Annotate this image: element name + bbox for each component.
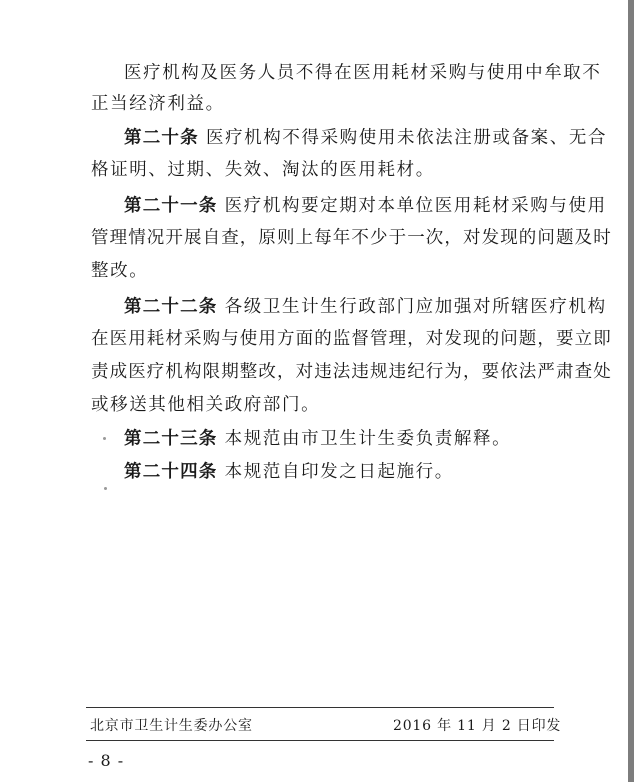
- article-23-text: 本规范由市卫生计生委负责解释。: [224, 429, 512, 449]
- article-20-label: 第二十条: [124, 128, 199, 148]
- article-20: [124, 128, 607, 148]
- article-21-text: 医疗机构要定期对本单位医用耗材采购与使用: [224, 196, 607, 216]
- footer-bottom-rule: [86, 740, 554, 741]
- paragraph-line: 整改。: [91, 261, 149, 281]
- article-24: [124, 462, 454, 482]
- scan-speck: [104, 487, 107, 490]
- paragraph-line: 格证明、过期、失效、淘汰的医用耗材。: [91, 160, 435, 180]
- article-23-label: 第二十三条: [124, 429, 218, 449]
- paragraph-line: 或移送其他相关政府部门。: [91, 395, 321, 415]
- article-23: [124, 429, 511, 449]
- article-22-text: 各级卫生计生行政部门应加强对所辖医疗机构: [224, 297, 607, 317]
- article-20-text: 医疗机构不得采购使用未依法注册或备案、无合: [205, 128, 608, 148]
- paragraph-line: 责成医疗机构限期整改，对违法违规违纪行为，要依法严肃查处: [91, 362, 612, 382]
- footer-issuer: 北京市卫生计生委办公室: [90, 718, 253, 734]
- page-number: - 8 -: [88, 751, 125, 770]
- footer-top-rule: [86, 707, 554, 708]
- paragraph-line: 在医用耗材采购与使用方面的监督管理，对发现的问题，要立即: [91, 329, 612, 349]
- scan-speck: [103, 437, 106, 440]
- paragraph-line: 管理情况开展自查，原则上每年不少于一次，对发现的问题及时: [91, 228, 612, 248]
- article-24-text: 本规范自印发之日起施行。: [224, 462, 454, 482]
- footer-date: 2016 年 11 月 2 日印发: [393, 718, 562, 734]
- paragraph-line: 医疗机构及医务人员不得在医用耗材采购与使用中牟取不: [124, 63, 602, 83]
- article-24-label: 第二十四条: [124, 462, 218, 482]
- paragraph-line: 正当经济利益。: [91, 94, 225, 114]
- article-22: [124, 297, 607, 317]
- article-21-label: 第二十一条: [124, 196, 218, 216]
- viewer-edge: [628, 0, 634, 782]
- article-21: [124, 196, 607, 216]
- article-22-label: 第二十二条: [124, 297, 218, 317]
